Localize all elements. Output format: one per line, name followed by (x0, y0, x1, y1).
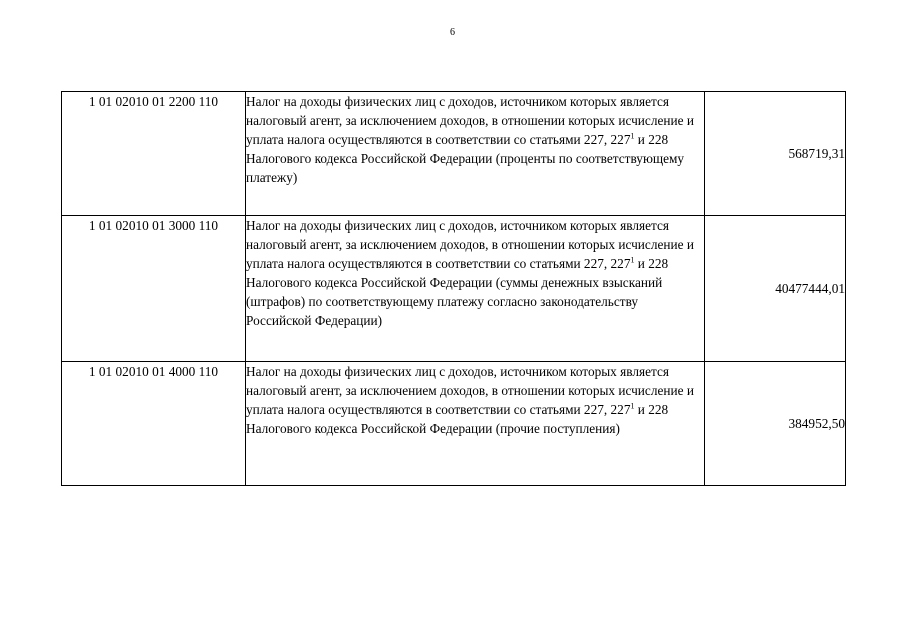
description-cell (246, 362, 705, 486)
superscript: 1 (630, 255, 635, 265)
table-row (62, 362, 846, 486)
revenue-table (61, 91, 846, 486)
description-text: Налог на доходы физических лиц с доходов, источником которых является налоговый агент, за исключением доходов, в отношении которых исчисление и уплата налога осуществляются в соответствии со статьями 227, 227 (246, 218, 694, 271)
amount-cell: 568719,31 (705, 92, 846, 216)
budget-code-cell: 1 01 02010 01 3000 110 (62, 216, 246, 362)
description-text-continued: и 228 Налогового кодекса Российской Федерации (проценты по соответствующему платежу) (246, 132, 685, 185)
superscript: 1 (630, 131, 635, 141)
description-cell (246, 216, 705, 362)
table-row (62, 216, 846, 362)
page-number: 6 (450, 27, 455, 38)
amount-cell: 40477444,01 (705, 216, 846, 362)
budget-code-cell: 1 01 02010 01 4000 110 (62, 362, 246, 486)
description-text: Налог на доходы физических лиц с доходов, источником которых является налоговый агент, за исключением доходов, в отношении которых исчисление и уплата налога осуществляются в соответствии со статьями 227, 227 (246, 94, 694, 147)
budget-code-cell: 1 01 02010 01 2200 110 (62, 92, 246, 216)
table-row (62, 92, 846, 216)
amount-cell: 384952,50 (705, 362, 846, 486)
description-text-continued: и 228 Налогового кодекса Российской Федерации (прочие поступления) (246, 402, 669, 436)
description-text-continued: и 228 Налогового кодекса Российской Федерации (суммы денежных взысканий (штрафов) по соответствующему платежу согласно законодательству Российской Федерации) (246, 256, 669, 328)
description-text: Налог на доходы физических лиц с доходов, источником которых является налоговый агент, за исключением доходов, в отношении которых исчисление и уплата налога осуществляются в соответствии со статьями 227, 227 (246, 364, 694, 417)
description-cell (246, 92, 705, 216)
superscript: 1 (630, 401, 635, 411)
